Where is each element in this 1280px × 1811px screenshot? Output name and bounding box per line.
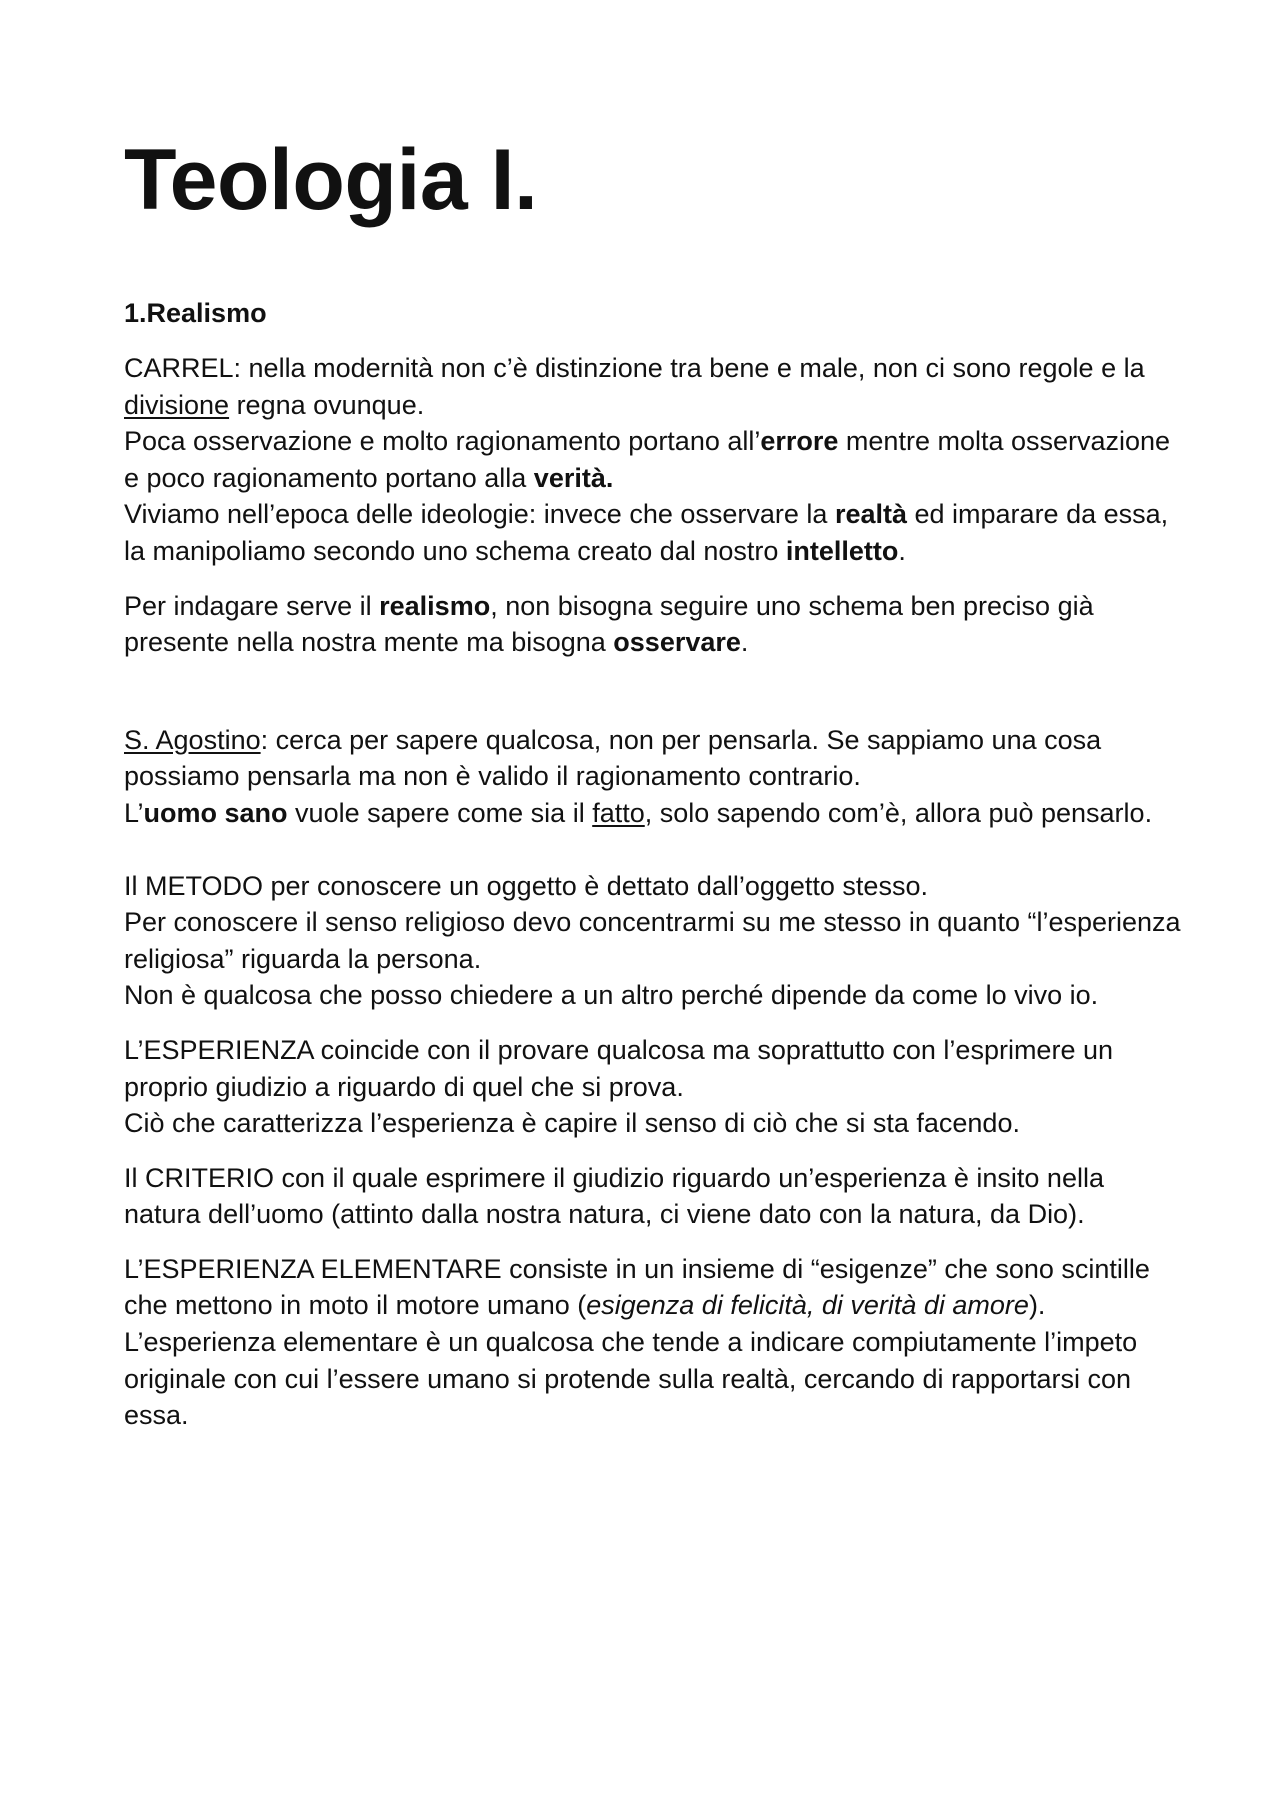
paragraph-realismo: Per indagare serve il realismo, non bisogna seguire uno schema ben preciso già presente nella nostra mente ma bisogna osservare. [124, 590, 1094, 658]
bold-term: verità. [533, 462, 614, 493]
bold-term: errore [760, 426, 839, 457]
bold-term: realismo [379, 590, 491, 621]
section-heading: 1.Realismo [124, 298, 267, 328]
underlined-term: divisione [124, 389, 230, 420]
paragraph-agostino: S. Agostino: cerca per sapere qualcosa, non per pensarla. Se sappiamo una cosa possiamo pensarla ma non è valido il ragionamento contrario. L’uomo sano vuole sapere come sia il fatto, solo sapendo com’è, allora può pensarlo. [124, 724, 1153, 828]
bold-term: osservare [613, 627, 741, 658]
bold-term: intelletto [785, 535, 899, 566]
document-page [124, 130, 1184, 1434]
document-title: Teologia I. [124, 132, 538, 228]
paragraph-criterio: Il CRITERIO con il quale esprimere il giudizio riguardo un’esperienza è insito nella natura dell’uomo (attinto dalla nostra natura, ci viene dato con la natura, da Dio). [124, 1162, 1104, 1230]
bold-term: realtà [834, 499, 907, 530]
underlined-term: fatto [592, 797, 645, 828]
paragraph-esperienza-elementare: L’ESPERIENZA ELEMENTARE consiste in un insieme di “esigenze” che sono scintille che mettono in moto il motore umano (esigenza di felicità, di verità di amore). L’esperienza elementare è un qualcosa che tende a indicare compiutamente l’impeto originale con cui l’essere umano si protende sulla realtà, cercando di rapportarsi con essa. [124, 1253, 1150, 1431]
bold-term: uomo sano [143, 797, 288, 828]
italic-term: esigenza di felicità, di verità di amore [586, 1290, 1029, 1321]
paragraph-esperienza: L’ESPERIENZA coincide con il provare qualcosa ma soprattutto con l’esprimere un proprio giudizio a riguardo di quel che si prova. Ciò che caratterizza l’esperienza è capire il senso di ciò che si sta facendo. [124, 1034, 1113, 1139]
paragraph-metodo: Il METODO per conoscere un oggetto è dettato dall’oggetto stesso. Per conoscere il senso religioso devo concentrarmi su me stesso in quanto “l’esperienza religiosa” riguarda la persona. Non è qualcosa che posso chiedere a un altro perché dipende da come lo vivo io. [124, 870, 1181, 1011]
underlined-term: S. Agostino [124, 724, 261, 755]
paragraph-carrel: CARREL: nella modernità non c’è distinzione tra bene e male, non ci sono regole e la divisione regna ovunque. Poca osservazione e molto ragionamento portano all’errore mentre molta osservazione e poco ragionamento portano alla verità. Viviamo nell’epoca delle ideologie: invece che osservare la realtà ed imparare da essa, la manipoliamo secondo uno schema creato dal nostro intelletto. [124, 353, 1171, 566]
